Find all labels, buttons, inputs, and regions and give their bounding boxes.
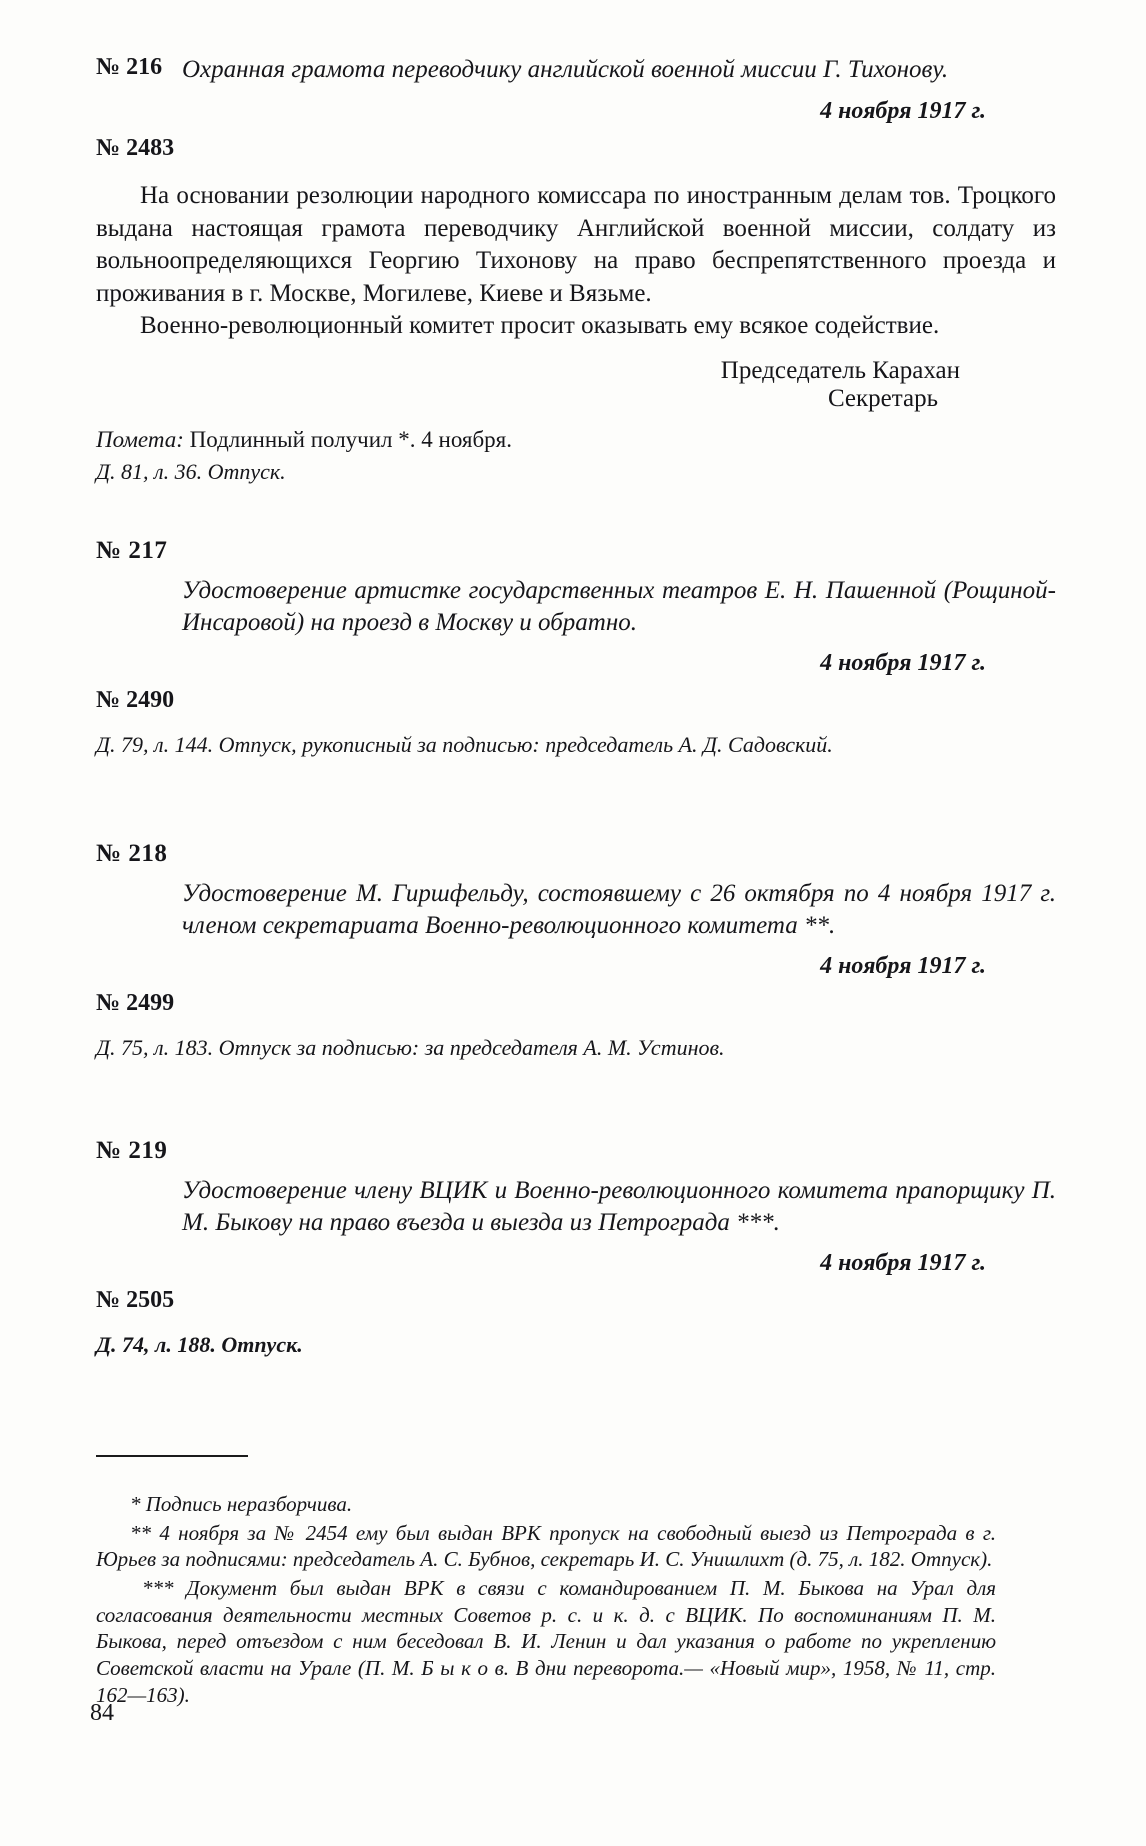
entry-216-body: На основании резолюции народного комиссара по иностранным делам тов. Троцкого выдана настоящая грамота переводчику Английской военной миссии, солдату из вольноопределяющихся Георгию Тихонову на право беспрепятственного проезда и проживания в г. Москве, Могилеве, Киеве и Вязьме. — [96, 182, 1056, 307]
footnote-1-text: Подпись неразборчива. — [145, 1492, 353, 1516]
entry-216-archive-reference: Д. 81, л. 36. Отпуск. — [96, 458, 286, 484]
entry-219-reg-number: № 2505 — [96, 1286, 175, 1313]
entry-216-doc-number: № 216 — [96, 54, 163, 80]
entry-216-note — [96, 427, 1056, 453]
footnote-2-marker: ** — [130, 1520, 151, 1545]
entry-219-archive-text: Д. 74, л. 188. Отпуск. — [96, 1331, 303, 1357]
entry-219-archive-reference — [96, 1332, 1056, 1358]
entry-216-title: Охранная грамота переводчику английской военной миссии Г. Тихонову. — [182, 56, 949, 83]
entry-216-date: 4 ноября 1917 г. — [820, 98, 986, 124]
entry-217-date: 4 ноября 1917 г. — [820, 649, 986, 676]
entry-216-signature-secretary: Секретарь — [827, 384, 938, 412]
footnotes-section — [96, 1455, 996, 1710]
footnote-1-marker: * — [130, 1492, 141, 1516]
entry-216-header — [96, 54, 1056, 88]
entry-219 — [96, 1137, 1056, 1358]
entry-218-title: Удостоверение М. Гиршфельду, состоявшему с 26 октября по 4 ноября 1917 г. членом секретариата Военно-революционного комитета **. — [182, 879, 1056, 939]
entry-217 — [96, 537, 1056, 758]
entry-219-doc-number: № 219 — [96, 1136, 168, 1164]
footnote-1 — [96, 1491, 996, 1518]
entry-217-doc-number: № 217 — [96, 536, 168, 564]
document-body — [96, 54, 1056, 1358]
footnote-separator-rule — [96, 1455, 248, 1457]
page-number: 84 — [90, 1700, 114, 1726]
entry-216-note-label: Помета: — [96, 426, 184, 452]
footnote-2 — [96, 1520, 996, 1573]
entry-218-doc-number: № 218 — [96, 839, 168, 867]
entry-216-signature-chairman: Председатель Карахан — [720, 356, 960, 384]
footnote-3-text: Документ был выдан ВРК в связи с командированием П. М. Быкова на Урал для согласования деятельности местных Советов р. с. и к. д. с ВЦИК. По воспоминаниям П. М. Быкова, перед отъездом с ним беседовал В. И. Ленин и дал указания о работе по укреплению Советской власти на Урале (П. М. Б ы к о в. В дни переворота.— «Новый мир», 1958, № 11, стр. 162—163). — [96, 1575, 996, 1707]
footnote-2-text: 4 ноября за № 2454 ему был выдан ВРК пропуск на свободный выезд из Петрограда в г. Юрьев за подписями: председатель А. С. Бубнов, секретарь И. С. Унишлихт (д. 75, л. 182. Отпуск). — [96, 1520, 996, 1572]
entry-216 — [96, 54, 1056, 485]
entry-218-reg-number: № 2499 — [96, 989, 175, 1016]
entry-217-archive-reference: Д. 79, л. 144. Отпуск, рукописный за подписью: председатель А. Д. Садовский. — [96, 731, 833, 757]
entry-216-body-2: Военно-революционный комитет просит оказывать ему всякое содействие. — [140, 312, 940, 339]
entry-216-note-text: Подлинный получил *. 4 ноября. — [189, 426, 513, 452]
footnote-3-marker: *** — [142, 1575, 174, 1600]
entry-218-archive-reference: Д. 75, л. 183. Отпуск за подписью: за председателя А. М. Устинов. — [96, 1034, 725, 1060]
footnote-3 — [96, 1575, 996, 1708]
entry-217-reg-number: № 2490 — [96, 686, 175, 713]
entry-217-title: Удостоверение артистке государственных театров Е. Н. Пашенной (Рощиной-Инсаровой) на проезд в Москву и обратно. — [182, 576, 1056, 636]
entry-219-date: 4 ноября 1917 г. — [820, 1249, 986, 1276]
entry-219-title: Удостоверение члену ВЦИК и Военно-революционного комитета прапорщику П. М. Быкову на право въезда и выезда из Петрограда ***. — [182, 1176, 1056, 1236]
entry-216-reg-number: № 2483 — [96, 135, 175, 161]
entry-218-date: 4 ноября 1917 г. — [820, 952, 986, 979]
entry-218 — [96, 840, 1056, 1061]
